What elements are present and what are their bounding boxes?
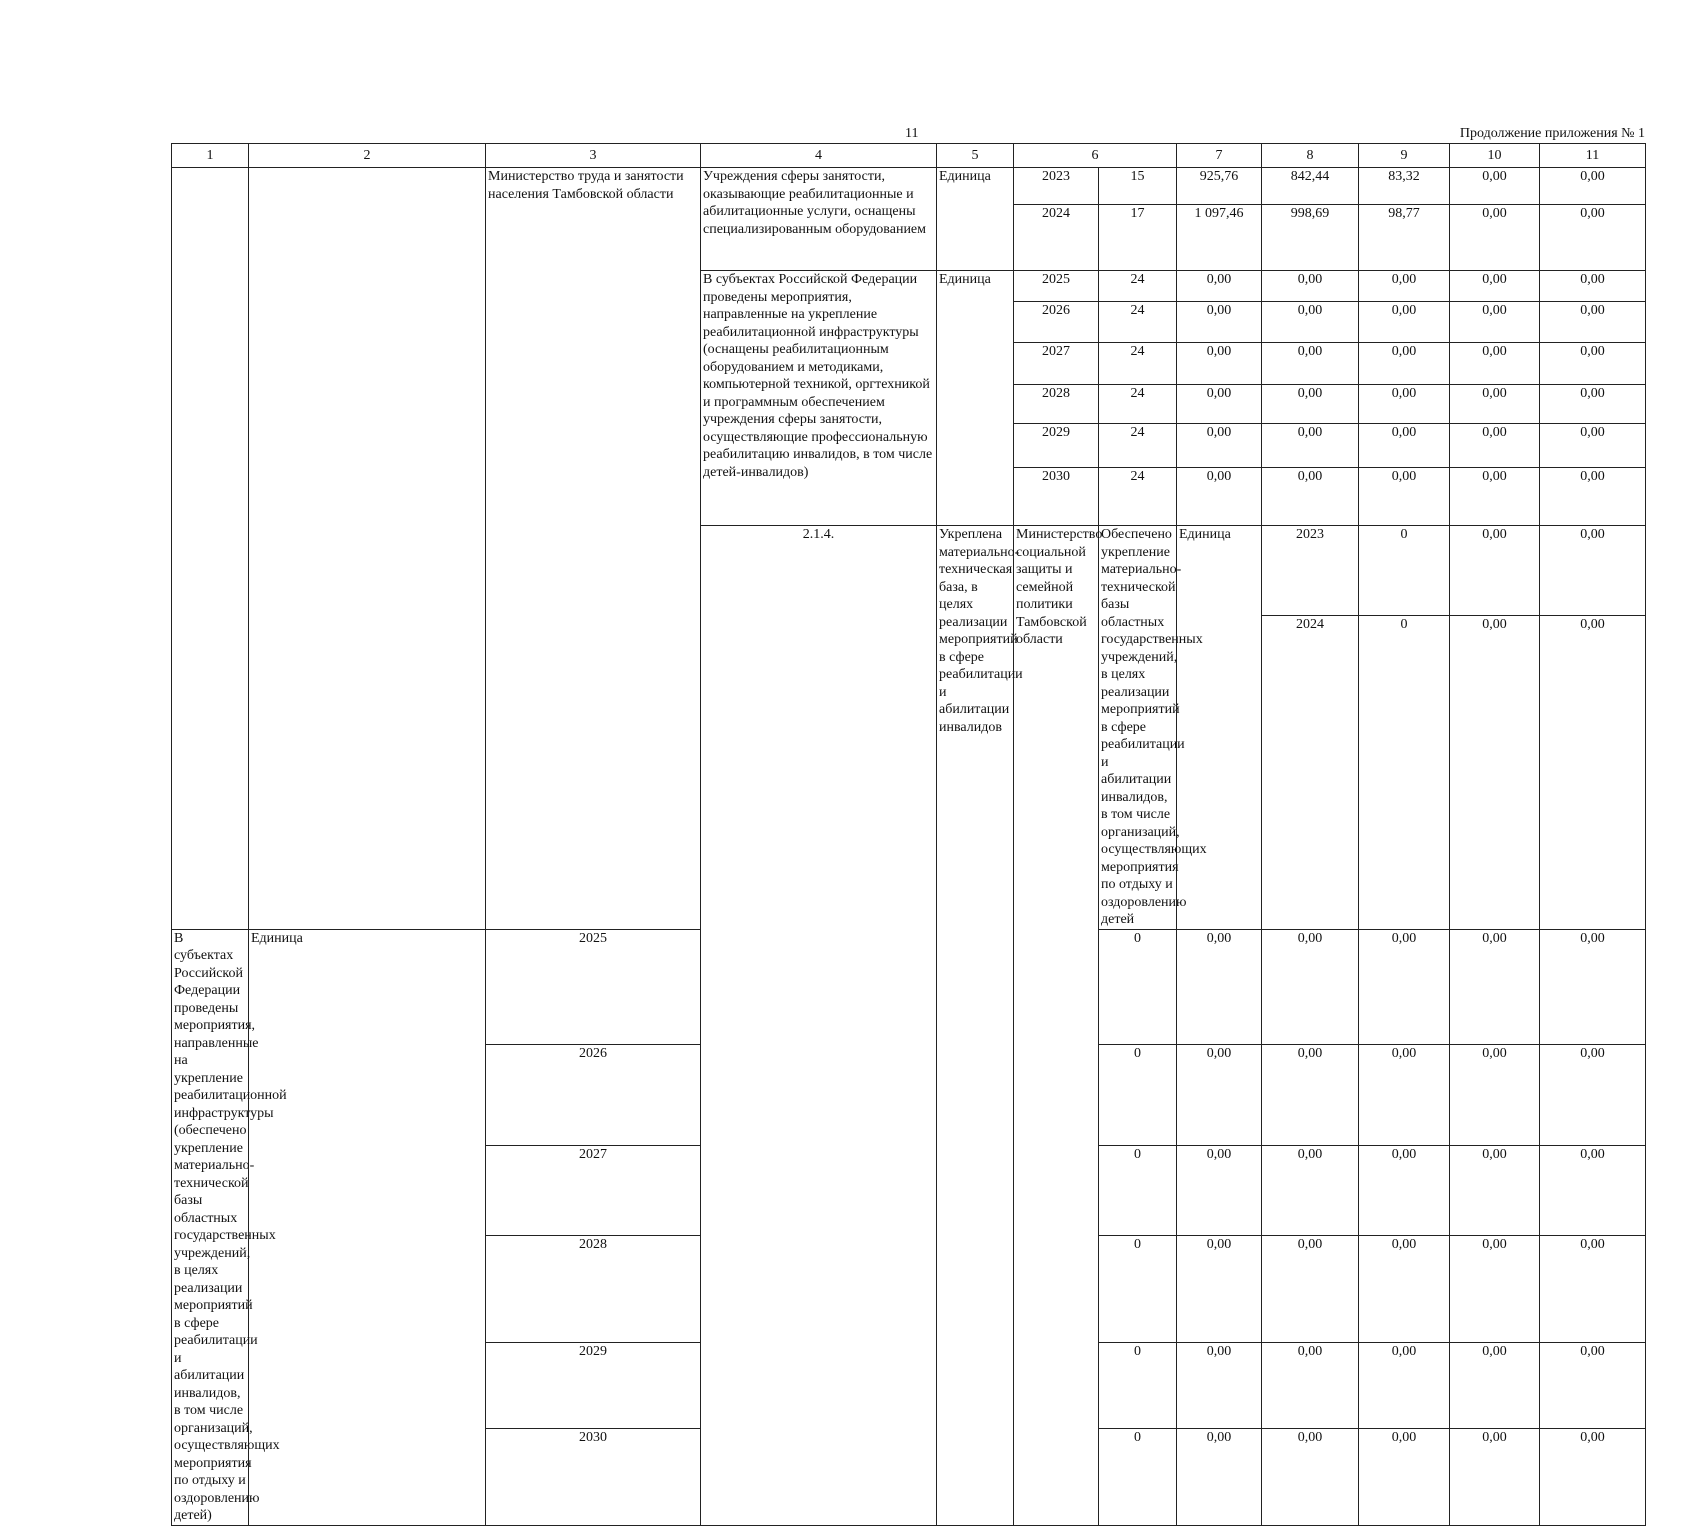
- cell-col10: 0,00: [1450, 343, 1540, 385]
- continuation-label: Продолжение приложения № 1: [1459, 126, 1645, 141]
- cell-col11: 0,00: [1540, 168, 1646, 205]
- cell-col8: 0,00: [1262, 1342, 1359, 1428]
- cell-col10: 0,00: [1450, 1342, 1540, 1428]
- cell-col11: 0,00: [1540, 929, 1646, 1044]
- cell-unit: Единица: [1177, 526, 1262, 930]
- cell-col10: 0,00: [1450, 929, 1540, 1044]
- cell-col8: 0,00: [1262, 271, 1359, 302]
- cell-col8: 0,00: [1262, 1145, 1359, 1235]
- header-col-9: 9: [1359, 144, 1450, 168]
- cell-col7: 0,00: [1177, 1145, 1262, 1235]
- cell-col10: 0,00: [1450, 205, 1540, 271]
- cell-col7: 0,00: [1450, 616, 1540, 929]
- cell-col7: 0,00: [1177, 1044, 1262, 1145]
- cell-year: 2024: [1262, 616, 1359, 929]
- cell-col11: 0,00: [1540, 468, 1646, 526]
- cell-year: 2030: [1014, 468, 1099, 526]
- cell-col10: 0,00: [1450, 1235, 1540, 1342]
- cell-col10: 0,00: [1450, 1044, 1540, 1145]
- cell-year: 2026: [1014, 302, 1099, 343]
- cell-value: 15: [1099, 168, 1177, 205]
- cell-col8: 0,00: [1262, 1235, 1359, 1342]
- cell-col8: 0,00: [1262, 385, 1359, 424]
- header-col-4: 4: [701, 144, 937, 168]
- cell-col10: 0,00: [1450, 1428, 1540, 1525]
- cell-col8: 0,00: [1540, 616, 1646, 929]
- cell-col11: 0,00: [1540, 1044, 1646, 1145]
- cell-col11: 0,00: [1540, 424, 1646, 468]
- cell-year: 2025: [486, 929, 701, 1044]
- header-col-8: 8: [1262, 144, 1359, 168]
- cell-col9: 0,00: [1359, 385, 1450, 424]
- cell-col11: 0,00: [1540, 1145, 1646, 1235]
- cell-value: 0: [1099, 1342, 1177, 1428]
- cell-value: 24: [1099, 302, 1177, 343]
- cell-col7: 0,00: [1177, 302, 1262, 343]
- appendix-table: [171, 143, 1646, 1526]
- cell-col7: 0,00: [1177, 1342, 1262, 1428]
- cell-value: 24: [1099, 468, 1177, 526]
- cell-col9: 0,00: [1359, 343, 1450, 385]
- cell-col11: 0,00: [1540, 205, 1646, 271]
- cell-col8: 0,00: [1262, 929, 1359, 1044]
- cell-col8: 998,69: [1262, 205, 1359, 271]
- cell-col10: 0,00: [1450, 1145, 1540, 1235]
- cell-result-text: В субъектах Российской Федерации проведены мероприятия, направленные на укрепление реабилитационной инфраструктуры (обеспечено укрепление материально-технической базы областных государственных учреждений, в целях реализации мероприятий в сфере реабилитации и абилитации инвалидов, в том числе организаций, осуществляющих мероприятия по отдыху и оздоровлению детей): [172, 929, 249, 1525]
- header-col-2: 2: [249, 144, 486, 168]
- cell-col11: 0,00: [1540, 302, 1646, 343]
- cell-year: 2025: [1014, 271, 1099, 302]
- cell-col10: 0,00: [1450, 424, 1540, 468]
- cell-task: [249, 168, 486, 930]
- cell-col8: 0,00: [1262, 1428, 1359, 1525]
- cell-result-text: В субъектах Российской Федерации проведены мероприятия, направленные на укрепление реабилитационной инфраструктуры (оснащены реабилитационным оборудованием и методиками, компьютерной техникой, оргтехникой и программным обеспечением учреждения сферы занятости, осуществляющие профессиональную реабилитацию инвалидов, в том числе детей-инвалидов): [701, 271, 937, 526]
- cell-col9: 0,00: [1359, 1235, 1450, 1342]
- cell-col9: 0,00: [1359, 271, 1450, 302]
- cell-year: 2023: [1014, 168, 1099, 205]
- header-col-7: 7: [1177, 144, 1262, 168]
- cell-col10: 0,00: [1450, 271, 1540, 302]
- cell-result-text: Обеспечено укрепление материально-технической базы областных государственных учреждений, в целях реализации мероприятий в сфере реабилитации и абилитации инвалидов, в том числе организаций, осуществляющих мероприятия по отдыху и оздоровлению детей: [1099, 526, 1177, 930]
- header-col-1: 1: [172, 144, 249, 168]
- cell-col7: 0,00: [1177, 424, 1262, 468]
- cell-executor: Министерство труда и занятости населения Тамбовской области: [486, 168, 701, 930]
- cell-value: 0: [1099, 1235, 1177, 1342]
- header-col-6: 6: [1014, 144, 1177, 168]
- cell-year: 2030: [486, 1428, 701, 1525]
- cell-col7: 0,00: [1177, 343, 1262, 385]
- cell-col9: 0,00: [1359, 929, 1450, 1044]
- cell-value: 0: [1359, 616, 1450, 929]
- cell-col8: 0,00: [1262, 302, 1359, 343]
- header-col-11: 11: [1540, 144, 1646, 168]
- cell-value: 0: [1099, 1145, 1177, 1235]
- cell-col11: 0,00: [1540, 343, 1646, 385]
- cell-col9: 0,00: [1359, 424, 1450, 468]
- cell-col8: 842,44: [1262, 168, 1359, 205]
- cell-col9: 0,00: [1359, 1044, 1450, 1145]
- cell-unit: Единица: [249, 929, 486, 1525]
- cell-col7: 925,76: [1177, 168, 1262, 205]
- cell-col8: 0,00: [1262, 468, 1359, 526]
- cell-col11: 0,00: [1540, 385, 1646, 424]
- cell-value: 0: [1359, 526, 1450, 616]
- cell-col10: 0,00: [1450, 385, 1540, 424]
- cell-value: 17: [1099, 205, 1177, 271]
- cell-col7: 0,00: [1177, 1428, 1262, 1525]
- cell-number: [172, 168, 249, 930]
- header-col-10: 10: [1450, 144, 1540, 168]
- cell-number: 2.1.4.: [701, 526, 937, 1526]
- cell-year: 2023: [1262, 526, 1359, 616]
- cell-year: 2029: [486, 1342, 701, 1428]
- page-number: 11: [905, 126, 919, 141]
- cell-col10: 0,00: [1450, 168, 1540, 205]
- cell-year: 2028: [1014, 385, 1099, 424]
- cell-result-text: Учреждения сферы занятости, оказывающие реабилитационные и абилитационные услуги, оснащены специализированным оборудованием: [701, 168, 937, 271]
- cell-value: 24: [1099, 385, 1177, 424]
- cell-value: 24: [1099, 424, 1177, 468]
- cell-col9: 98,77: [1359, 205, 1450, 271]
- cell-value: 0: [1099, 929, 1177, 1044]
- cell-col7: 0,00: [1177, 468, 1262, 526]
- table-row: [172, 168, 1646, 205]
- cell-col7: 0,00: [1177, 385, 1262, 424]
- cell-unit: Единица: [937, 271, 1014, 526]
- cell-col11: 0,00: [1540, 1235, 1646, 1342]
- cell-value: 0: [1099, 1428, 1177, 1525]
- cell-col7: 0,00: [1177, 271, 1262, 302]
- cell-col8: 0,00: [1262, 1044, 1359, 1145]
- cell-year: 2026: [486, 1044, 701, 1145]
- cell-executor: Министерство социальной защиты и семейной политики Тамбовской области: [1014, 526, 1099, 1526]
- cell-year: 2029: [1014, 424, 1099, 468]
- cell-col11: 0,00: [1540, 1342, 1646, 1428]
- cell-col9: 0,00: [1359, 302, 1450, 343]
- cell-col9: 83,32: [1359, 168, 1450, 205]
- header-col-5: 5: [937, 144, 1014, 168]
- cell-value: 24: [1099, 343, 1177, 385]
- cell-year: 2024: [1014, 205, 1099, 271]
- cell-col11: 0,00: [1540, 1428, 1646, 1525]
- cell-task: Укреплена материально-техническая база, в целях реализации мероприятий в сфере реабилитации и абилитации инвалидов: [937, 526, 1014, 1526]
- cell-col7: 0,00: [1177, 929, 1262, 1044]
- cell-year: 2027: [486, 1145, 701, 1235]
- cell-col7: 1 097,46: [1177, 205, 1262, 271]
- cell-col9: 0,00: [1359, 1342, 1450, 1428]
- cell-value: 0: [1099, 1044, 1177, 1145]
- cell-col7: 0,00: [1450, 526, 1540, 616]
- header-col-3: 3: [486, 144, 701, 168]
- cell-value: 24: [1099, 271, 1177, 302]
- cell-col10: 0,00: [1450, 468, 1540, 526]
- cell-col10: 0,00: [1450, 302, 1540, 343]
- cell-unit: Единица: [937, 168, 1014, 271]
- cell-col8: 0,00: [1540, 526, 1646, 616]
- cell-year: 2027: [1014, 343, 1099, 385]
- cell-col9: 0,00: [1359, 1428, 1450, 1525]
- cell-col7: 0,00: [1177, 1235, 1262, 1342]
- cell-col8: 0,00: [1262, 343, 1359, 385]
- cell-col9: 0,00: [1359, 468, 1450, 526]
- cell-col9: 0,00: [1359, 1145, 1450, 1235]
- cell-col11: 0,00: [1540, 271, 1646, 302]
- header-row: [172, 144, 1646, 168]
- cell-col8: 0,00: [1262, 424, 1359, 468]
- cell-year: 2028: [486, 1235, 701, 1342]
